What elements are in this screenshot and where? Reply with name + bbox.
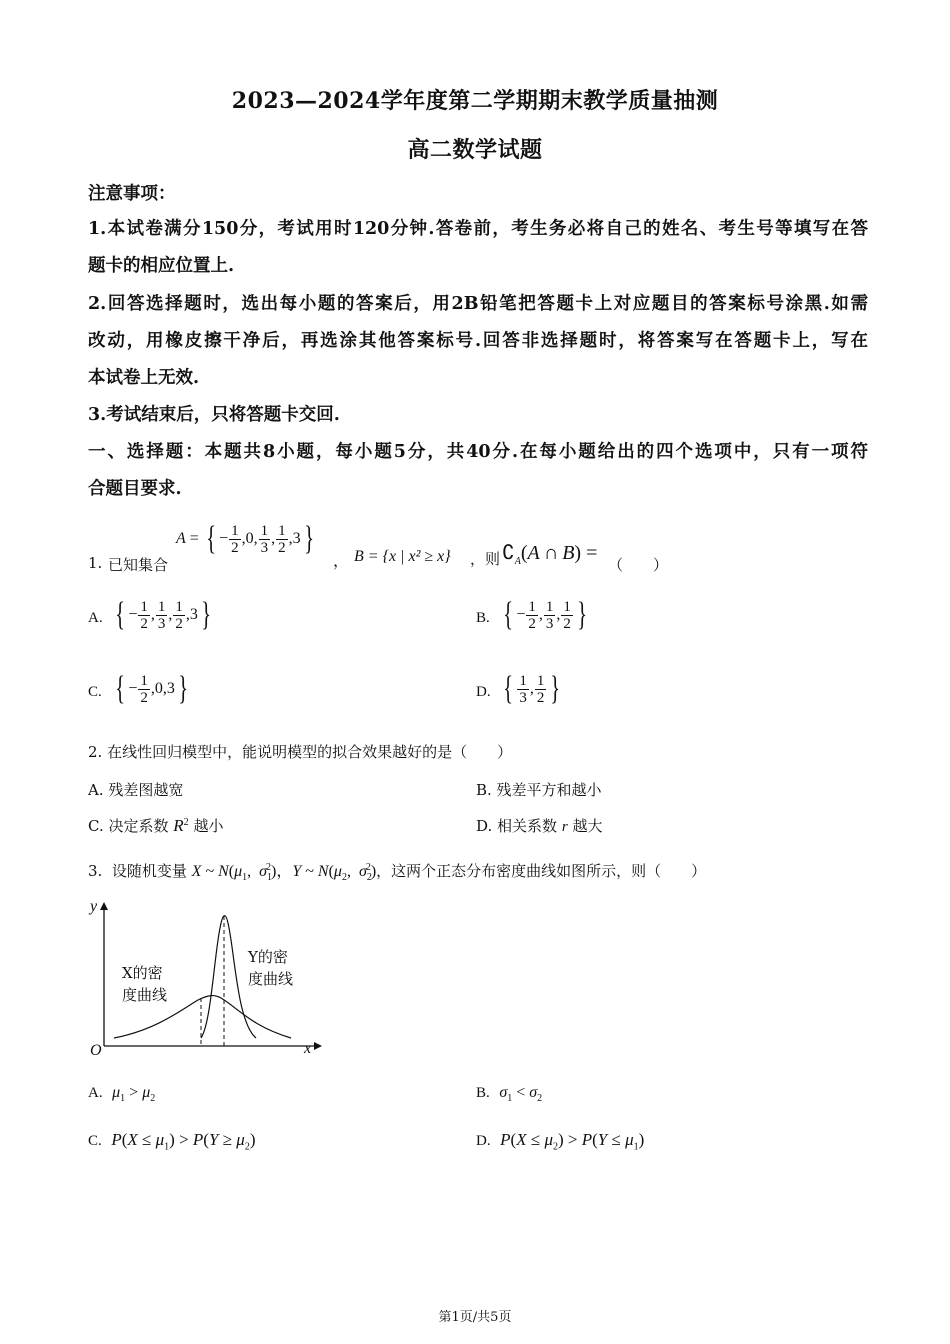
x-axis-label: x [304,1040,312,1057]
x-axis-arrow [314,1042,322,1050]
notice-line: 2.回答选择题时，选出每小题的答案后，用2B铅笔把答题卡上对应题目的答案标号涂黑.如需 [88,294,868,314]
notice-line: 本试卷上无效. [88,368,200,388]
q1-answer-paren: （ ） [608,556,669,574]
q3-option-c[interactable]: C. $P(X \le \mu_1) > P(Y \ge \mu_2)$ [88,1130,256,1153]
question-1 [88,520,868,576]
q1-set-b-sep: ， [333,551,350,570]
notice-line: 题卡的相应位置上. [88,256,235,276]
exam-title: 2023—2024学年度第二学期期末教学质量抽测 [231,88,719,114]
y-axis-arrow [100,902,108,910]
q1-set-a: A = { − $\frac{1}{2}$ ,0, $\frac{1}{3}$ , $\frac{1}{2}$ ,3 } [176,520,314,557]
page-footer: 第1页/共5页 [438,1310,512,1325]
q2-option-d[interactable]: D. 相关系数 r 越大 [476,817,603,835]
notice-line: 改动，用橡皮擦干净后，再选涂其他答案标号.回答非选择题时，将答案写在答题卡上，写在 [88,331,868,351]
q2-option-a[interactable]: A. 残差图越宽 [88,781,184,799]
q3-option-a[interactable]: A. $\mu_1 > \mu_2$ [88,1084,156,1105]
section-heading: 合题目要求. [88,479,182,499]
notice-line: 1.本试卷满分150分，考试用时120分钟.答卷前，考生务必将自己的姓名、考生号等填写在答 [88,219,868,239]
y-curve-label: Y的密 度曲线 [248,948,294,988]
complement-symbol: $∁_A(A$ ∩ B) = [502,542,598,567]
q1-prefix: 已知集合 [108,556,169,574]
y-axis-label: y [90,898,98,915]
exam-subtitle: 高二数学试题 [407,137,543,163]
q1-number: 1. [88,554,103,572]
q2-option-c[interactable]: C. 决定系数 $R^2$ 越小 [88,816,224,835]
x-curve-label: X的密 度曲线 [122,964,168,1004]
origin-label: O [90,1042,102,1059]
q1-then: ，则 [470,550,501,568]
notice-heading: 注意事项： [88,184,176,204]
q2-option-b[interactable]: B. 残差平方和越小 [476,781,602,799]
section-heading: 一、选择题：本题共8小题，每小题5分，共40分.在每小题给出的四个选项中，只有一项符 [88,442,868,462]
question-3: 3. 设随机变量 X ~ $N(\mu_1$, $\sigma_1^2$)，Y ~ $N(\mu_2$, $\sigma_2^2$)，这两个正态分布密度曲线如图所示，则（ ） [88,861,707,884]
notice-line: 3.考试结束后，只将答题卡交回. [88,405,340,425]
q1-set-b: B = {x | x² ≥ x} [354,548,451,565]
q3-option-b[interactable]: B. $\sigma_1 < \sigma_2$ [476,1084,543,1105]
q3-option-d[interactable]: D. $P(X \le \mu_2) > P(Y \le \mu_1)$ [476,1130,645,1153]
question-2: 2. 在线性回归模型中，能说明模型的拟合效果越好的是（ ） [88,743,513,761]
